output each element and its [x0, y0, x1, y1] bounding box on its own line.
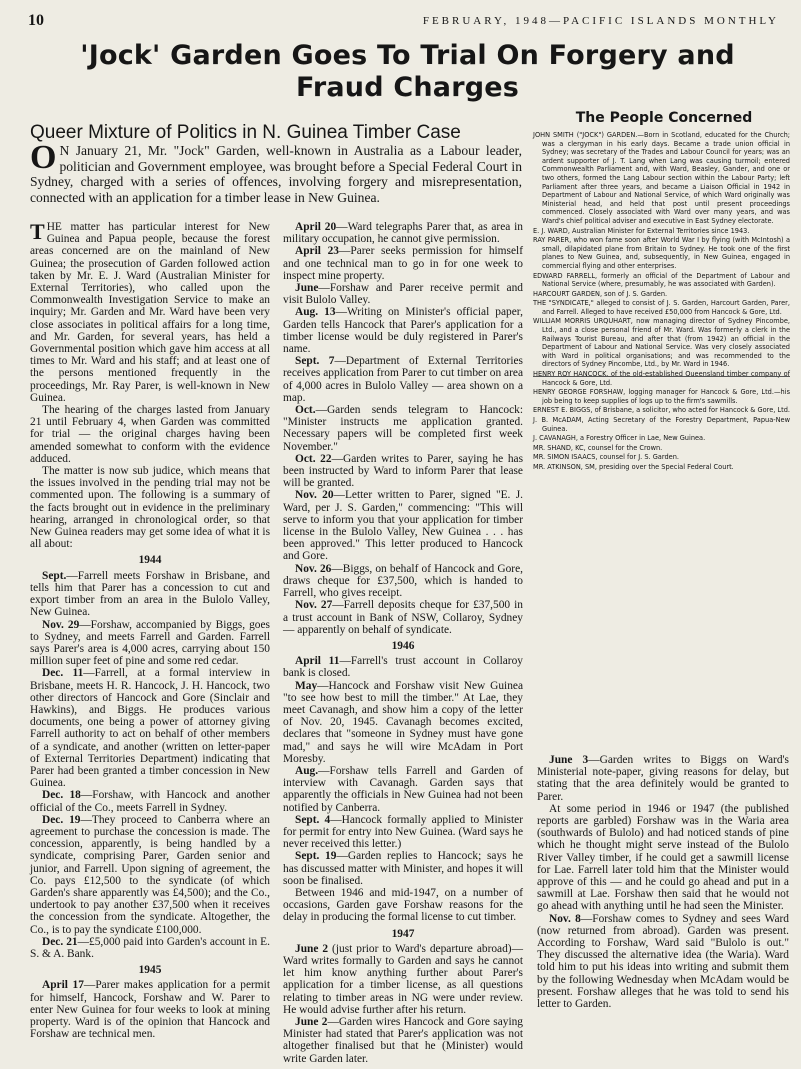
intro-dropcap: T	[30, 219, 45, 244]
chronology-entry: June—Forshaw and Parer receive permit and visit Bulolo Valley.	[283, 282, 523, 307]
lead-dropcap: O	[30, 139, 57, 176]
chronology-entry: Nov. 29—Forshaw, accompanied by Biggs, goes to Sydney, and meets Farrell and Garden. Farrell says Parer's area is 4,000 acres, carrying about 150 million super feet of pine and some red cedar.	[30, 618, 270, 668]
chronology-entry: April 17—Parer makes application for a permit for himself, Hancock, Forshaw and W. Parer to enter New Guinea for four weeks to look at mining property. Ward is of the opinion that Hancock and Forshaw are technical men.	[30, 979, 270, 1041]
sidebar-entry: WILLIAM MORRIS URQUHART, now managing director of Sydney Pincombe, Ltd., and a close personal friend of Mr. Ward. Was formerly a clerk in the Railways Tourist Bureau, and after that (from 1942) an official in the Department of Labour and National Service. Was very closely associated with Ward in political organisations; and was recommended to the directors of Sydney Pincombe, Ltd., by Mr. Ward in 1946.	[533, 317, 790, 369]
headline: 'Jock' Garden Goes To Trial On Forgery and Fraud Charges	[80, 40, 735, 103]
chronology-entry: Dec. 18—Forshaw, with Hancock and another official of the Co., meets Farrell in Sydney.	[30, 789, 270, 814]
sidebar-entry: JOHN SMITH ("JOCK") GARDEN.—Born in Scotland, educated for the Church; was a clergyman in his early days. Became a trade union official in Sydney; was secretary of the Trades and Labour Council for years; was an ardent supporter of J. T. Lang when Lang was causing turmoil; entered Commonwealth Parliament and, with Ward, Beasley, Gander, and one or two others, formed the Lang Labour section within the Labour Party; left Parliament after three years, and became a Liaison Official in 1942 in Department of Labour and National Service, of which Ward originally was Ministerial head, and held that post until present proceedings commenced. Closely associated with Ward over many years, and was Ward's chief political adviser and executive in East Sydney electorate.	[533, 131, 790, 225]
sidebar-entry: HARCOURT GARDEN, son of J. S. Garden.	[533, 289, 668, 298]
chronology-entry: April 20—Ward telegraphs Parer that, as area in military occupation, he cannot give permission.	[283, 221, 524, 246]
chronology-entry: Sept. 4—Hancock formally applied to Minister for permit for entry into New Guinea. (Ward says he never received this letter.)	[283, 813, 523, 851]
chronology-entry: June 3—Garden writes to Biggs on Ward's Ministerial note-paper, giving reasons for delay, but stating that the area definitely would be granted to Parer.	[537, 754, 789, 803]
sidebar-entry: ERNEST E. BIGGS, of Brisbane, a solicitor, who acted for Hancock & Gore, Ltd.	[533, 406, 791, 415]
chronology-entry: Dec. 19—They proceed to Canberra where an agreement to purchase the concession is made. The concession, apparently, is being handled by a syndicate, comprising Parer, Garden senior and junior, and Farrell. Upon signing of agreement, the Co. pays £12,500 to the syndicate (of which Garden's share apparently was £4,500); and the Co., undertook to pay another £37,500 when it receives the concession from the syndicate. Altogether, the Co., is to pay the syndicate £100,000.	[30, 813, 270, 936]
chronology-entry: June 2 (just prior to Ward's departure abroad)—Ward writes formally to Garden and says he cannot let him know anything further about Parer's application for a timber license, as all questions relating to timber areas in NG were under review. He would advise further after his return.	[283, 942, 523, 1016]
sidebar-entry: EDWARD FARRELL, formerly an official of the Department of Labour and National Service (where, presumably, he was associated with Garden).	[533, 271, 790, 289]
sidebar-entry: MR. SIMON ISAACS, counsel for J. S. Garden.	[533, 453, 679, 462]
masthead	[28, 12, 779, 32]
article-column-2	[283, 221, 523, 1063]
chronology-entry: Aug. 13—Writing on Minister's official paper, Garden tells Hancock that Parer's application for a timber license would be duly registered in Parer's name.	[283, 306, 523, 356]
chronology-entry: Oct.—Garden sends telegram to Hancock: "Minister instructs me application granted. Necessary papers will be completed first week November."	[283, 404, 523, 453]
chronology-entry: Nov. 8—Forshaw comes to Sydney and sees Ward (now returned from abroad). Garden was present. According to Forshaw, Ward said "Bulolo is out." They discussed the alternative idea (the Waria). Ward told him to put his ideas into writing and submit them by the following Wednesday when McAdam would be present. Forshaw alleges that he was told to send his letter to Garden.	[537, 912, 789, 1011]
sidebar-entry: HENRY ROY HANCOCK, of the old-established Queensland timber company of Hancock & Gore, Ltd.	[533, 370, 790, 387]
article-column-1	[30, 221, 270, 1063]
chronology-entry: Sept.—Farrell meets Forshaw in Brisbane, and tells him that Parer has a concession to cut and export timber from an area in the Bulolo Valley, New Guinea.	[30, 569, 270, 619]
year-heading: 1947	[391, 927, 415, 940]
chronology-entry: Oct. 22—Garden writes to Parer, saying he has been instructed by Ward to inform Parer that lease will be granted.	[283, 452, 524, 490]
intro-paragraph: The matter is now sub judice, which means that the issues involved in the pending trial may not be commented upon. The following is a summary of the facts brought out in evidence in the preliminary hearing, arranged in chronological order, so that New Guinea readers may get some idea of what it is all about:	[30, 465, 270, 551]
sidebar-entry: MR. SHAND, KC, counsel for the Crown.	[533, 443, 663, 452]
people-sidebar	[533, 131, 791, 471]
lead-paragraph	[30, 139, 522, 205]
chronology-entry: Nov. 27—Farrell deposits cheque for £37,500 in a trust account in Bank of NSW, Collaroy, Sydney — apparently on behalf of syndicate.	[283, 599, 523, 636]
chronology-entry: Sept. 19—Garden replies to Hancock; says he has discussed matter with Minister, and hopes it will soon be finalised.	[283, 850, 524, 887]
chronology-entry: Dec. 11—Farrell, at a formal interview in Brisbane, meets H. R. Hancock, J. H. Hancock, two other directors of Hancock and Gore (Sinclair and Hawkins), and Biggs. He produces various documents, one being a power of attorney giving Farrell authority to act on behalf of other members of a syndicate, and another (written on letter-paper of External Territories Department) indicating that Parer had been granted a timber concession in New Guinea.	[30, 667, 271, 790]
year-heading: 1946	[391, 639, 415, 652]
intro-paragraph: THE matter has particular interest for New Guinea and Papua people, because the forest areas concerned are on the mainland of New Guinea; the prosecution of Garden followed action taken by Mr. E. J. Ward (Australian Minister for External Territories), who called upon the Commonwealth Investigation Service to make an inquiry; Mr. Garden and Mr. Ward have been very close associates in political affairs for a long time, and Mr. Garden, for several years, has held a Governmental position which gave him access at all times to Mr. Ward and his staff; and at least one of the persons mentioned frequently in the proceedings, Mr. Ray Parer, is well-known in New Guinea.	[30, 219, 270, 404]
chronology-entry: Dec. 21—£5,000 paid into Garden's account in E. S. & A. Bank.	[30, 935, 270, 960]
chronology-entry: April 11—Farrell's trust account in Collaroy bank is closed.	[283, 655, 523, 680]
sidebar-entry: RAY PARER, who won fame soon after World War I by flying (with McIntosh) a small, dilapidated plane from Britain to Sydney. He took one of the first planes to New Guinea, and, subsequently, in New Guinea, engaged in commercial flying and other enterprises.	[533, 236, 790, 270]
chronology-entry: May—Hancock and Forshaw visit New Guinea "to see how best to mill the timber." At Lae, they meet Cavanagh, and show him a copy of the letter of Nov. 20, 1945. Cavanagh becomes excited, declares that "someone in Sydney must have gone mad," and says he will wire McAdam in Port Moresby.	[283, 679, 523, 765]
chronology-entry: Nov. 26—Biggs, on behalf of Hancock and Gore, draws cheque for £37,500, which is handed to Farrell, who gives receipt.	[283, 562, 524, 600]
sidebar-entry: MR. ATKINSON, SM, presiding over the Special Federal Court.	[533, 462, 734, 471]
intro-paragraph: The hearing of the charges lasted from January 21 until February 4, when Garden was committed for trial — the original charges having been amended somewhat to conform with the evidence adduced.	[30, 404, 270, 465]
sidebar-entry: HENRY GEORGE FORSHAW, logging manager for Hancock & Gore, Ltd.—his job being to keep supplies of logs up to the firm's sawmills.	[533, 388, 790, 405]
subtitle: Queer Mixture of Politics in N. Guinea Timber Case	[30, 122, 461, 143]
chronology-entry: April 23—Parer seeks permission for himself and one technical man to go in for one week to inspect mine property.	[283, 245, 523, 282]
sidebar-entry: J. CAVANAGH, a Forestry Officer in Lae, New Guinea.	[533, 434, 706, 443]
chronology-entry: Between 1946 and mid-1947, on a number of occasions, Garden gave Forshaw reasons for the delay in producing the formal license to cut timber.	[283, 886, 523, 924]
year-heading: 1944	[138, 554, 162, 567]
chronology-entry: Nov. 20—Letter written to Parer, signed "E. J. Ward, per J. S. Garden," commencing: "This will serve to inform you that your application for timber license in the Bulolo Valley, New Guinea . . . has been approved." This letter produced to Hancock and Gore.	[283, 489, 523, 563]
page-number: 10	[28, 12, 44, 29]
running-head: FEBRUARY, 1948—PACIFIC ISLANDS MONTHLY	[422, 15, 779, 27]
article-column-3	[537, 754, 789, 1063]
chronology-entry: At some period in 1946 or 1947 (the published reports are garbled) Forshaw was in the Waria area (southwards of Bulolo) and had noticed stands of pine which he thought might serve instead of the Bulolo River Valley timber, if he could get a sawmill license for Lae. Farrell later told him that the Minister would approve of this — and he could go ahead and put in a sawmill at Lae. Forshaw then said that he would not go ahead with anything until he had seen the Minister.	[537, 802, 789, 913]
sidebar-entry: J. B. McADAM, Acting Secretary of the Forestry Department, Papua-New Guinea.	[533, 416, 790, 433]
sidebar-entry: E. J. WARD, Australian Minister for External Territories since 1943.	[533, 226, 750, 235]
lead-text: N January 21, Mr. "Jock" Garden, well-known in Australia as a Labour leader, politician and Government employee, was brought before a Special Federal Court in Sydney, charged with a series of offences, involving forgery and misrepresentation, connected with an application for a timber lease in New Guinea.	[30, 143, 522, 205]
sidebar-rule	[533, 376, 790, 377]
chronology-entry: June 2—Garden wires Hancock and Gore saying Minister had stated that Parer's application was not altogether finalised but that he (Minister) would write Garden later.	[283, 1016, 523, 1065]
sidebar-entry: THE "SYNDICATE," alleged to consist of J. S. Garden, Harcourt Garden, Parer, and Farrell. Alleged to have received £50,000 from Hancock & Gore, Ltd.	[533, 299, 790, 316]
chronology-entry: Aug.—Forshaw tells Farrell and Garden of interview with Cavanagh. Garden says that apparently the officials in New Guinea had not been notified by Canberra.	[283, 764, 523, 814]
sidebar-title: The People Concerned	[575, 110, 753, 126]
chronology-entry: Sept. 7—Department of External Territories receives application from Parer to cut timber on area of 4,000 acres in Bulolo Valley — area shown on a map.	[283, 355, 523, 404]
year-heading: 1945	[138, 964, 162, 977]
